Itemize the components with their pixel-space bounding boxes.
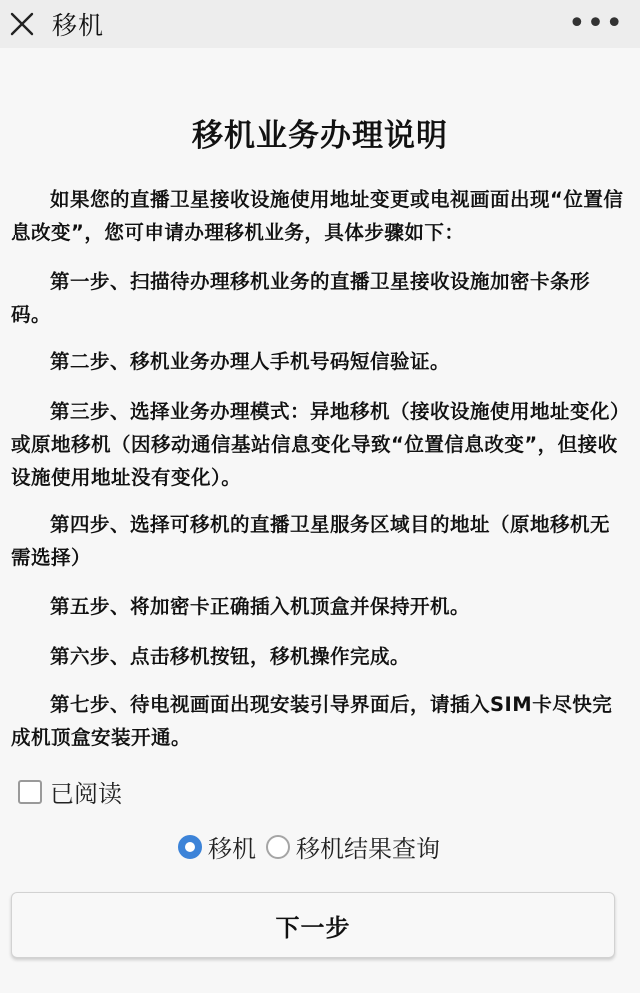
radio-option-move[interactable] (178, 829, 256, 864)
nav-bar (0, 0, 640, 48)
step-5-paragraph: 第五步、将加密卡正确插入机顶盒并保持开机。 (50, 595, 471, 618)
more-icon[interactable]: ••• (567, 6, 625, 41)
step-3-paragraph: 第三步、选择业务办理模式：异地移机（接收设施使用地址变化）或原地移机（因移动通信基站信息变化导致“位置信息改变”，但接收设施使用地址没有变化）。 (11, 400, 621, 489)
radio-unchecked-icon[interactable] (266, 835, 290, 859)
main-content (0, 48, 640, 993)
read-agreement-label: 已阅读 (50, 780, 122, 808)
intro-paragraph: 如果您的直播卫星接收设施使用地址变更或电视画面出现“位置信息改变”，您可申请办理移机业务，具体步骤如下： (11, 188, 624, 244)
read-agreement-checkbox-row[interactable] (18, 774, 122, 809)
close-button[interactable] (2, 4, 42, 44)
radio-label-result-query: 移机结果查询 (296, 835, 440, 863)
step-7-paragraph: 第七步、待电视画面出现安装引导界面后，请插入SIM卡尽快完成机顶盒安装开通。 (11, 693, 613, 749)
read-agreement-checkbox[interactable] (18, 780, 42, 804)
next-step-button[interactable]: 下一步 (11, 892, 615, 958)
close-icon (9, 11, 35, 37)
step-6-paragraph: 第六步、点击移机按钮，移机操作完成。 (50, 645, 411, 668)
step-1-paragraph: 第一步、扫描待办理移机业务的直播卫星接收设施加密卡条形码。 (11, 270, 591, 326)
document-title: 移机业务办理说明 (192, 118, 448, 154)
step-4-paragraph: 第四步、选择可移机的直播卫星服务区域目的地址（原地移机无需选择） (11, 513, 611, 569)
radio-option-result-query[interactable] (266, 829, 440, 864)
step-2-paragraph: 第二步、移机业务办理人手机号码短信验证。 (50, 350, 451, 373)
radio-checked-icon[interactable] (178, 835, 202, 859)
radio-label-move: 移机 (208, 835, 256, 863)
mode-radio-group (178, 829, 440, 864)
page-title: 移机 (52, 11, 105, 40)
